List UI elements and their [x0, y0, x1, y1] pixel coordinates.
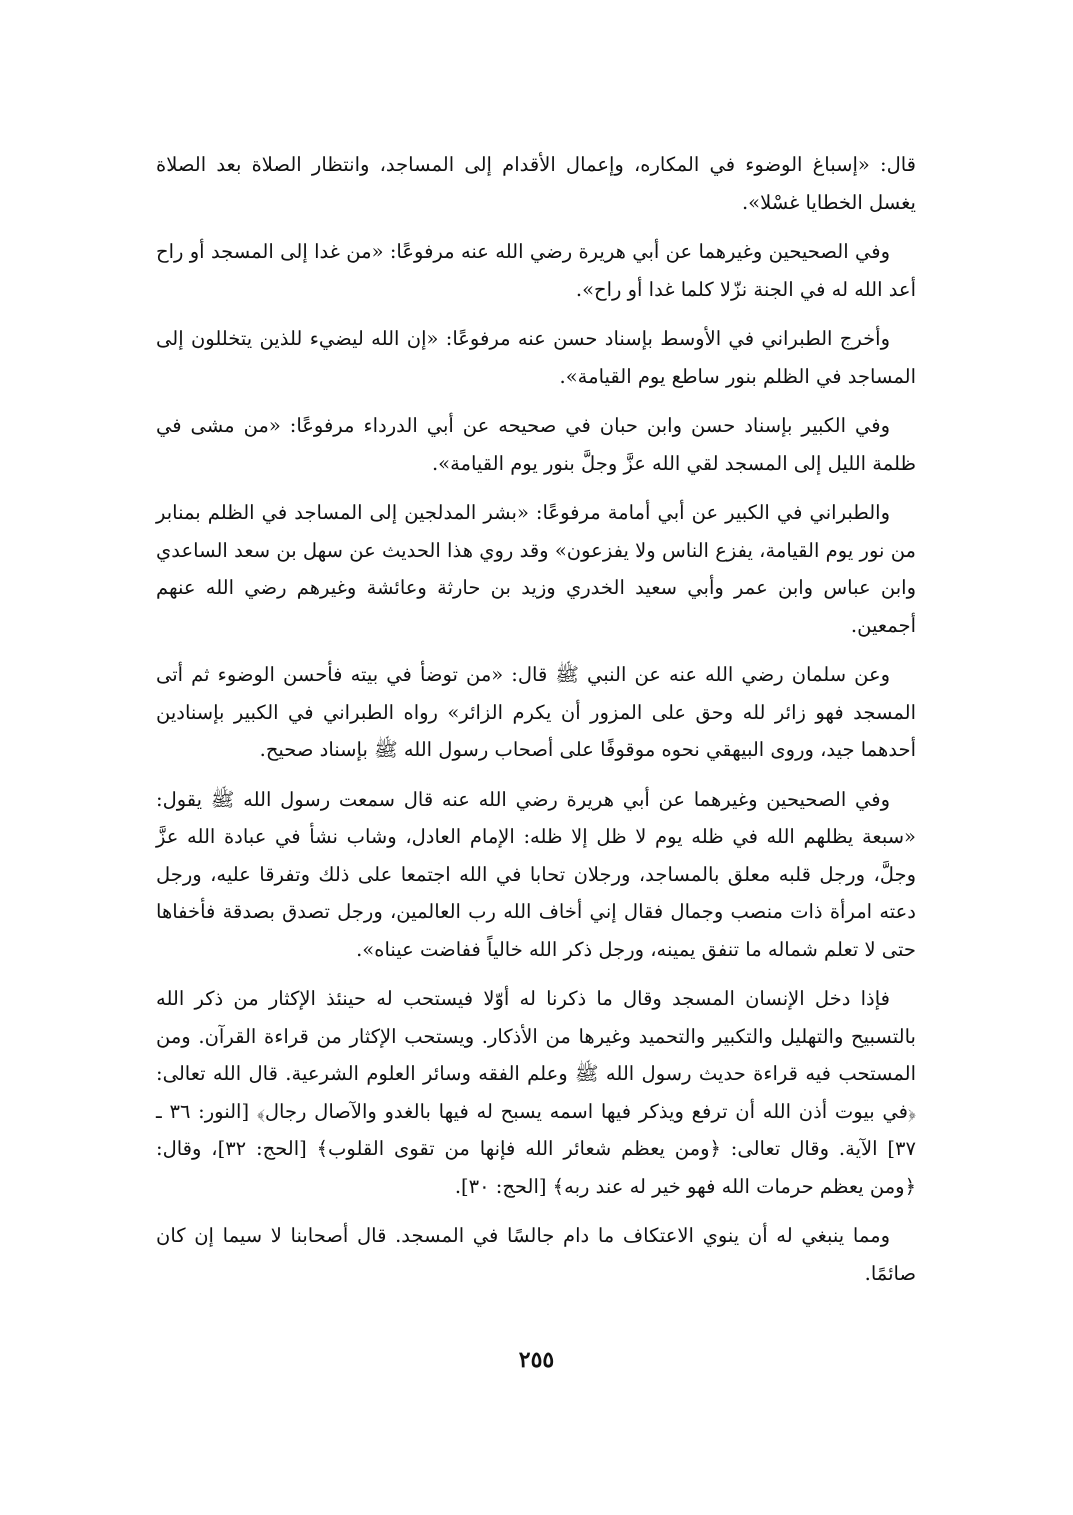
- paragraph-3: وأخرج الطبراني في الأوسط بإسناد حسن عنه مرفوعًا: «إن الله ليضيء للذين يتخللون إلى المساجد في الظلم بنور ساطع يوم القيامة».: [156, 327, 916, 388]
- paragraph-2: وفي الصحيحين وغيرهما عن أبي هريرة رضي الله عنه مرفوعًا: «من غدا إلى المسجد أو راح أعد الله له في الجنة نزّلا كلما غدا أو راح».: [156, 240, 916, 301]
- page-body-text: [156, 146, 916, 1304]
- paragraph-1: قال: «إسباغ الوضوء في المكاره، وإعمال الأقدام إلى المساجد، وانتظار الصلاة بعد الصلاة يغسل الخطايا غسْلا».: [156, 153, 916, 214]
- paragraph-4: وفي الكبير بإسناد حسن وابن حبان في صحيحه عن أبي الدرداء مرفوعًا: «من مشى في ظلمة الليل إلى المسجد لقي الله عزَّ وجلَّ بنور يوم القيامة».: [156, 414, 916, 475]
- paragraph-5: والطبراني في الكبير عن أبي أمامة مرفوعًا: «بشر المدلجين إلى المساجد في الظلم بمنابر من نور يوم القيامة، يفزع الناس ولا يفزعون» وقد روي هذا الحديث عن سهل بن سعد الساعدي وابن عباس وابن عمر وأبي سعيد الخدري وزيد بن حارثة وعائشة وغيرهم رضي الله عنهم أجمعين.: [156, 501, 916, 637]
- paragraph-9: ومما ينبغي له أن ينوي الاعتكاف ما دام جالسًا في المسجد. قال أصحابنا لا سيما إن كان صائمًا.: [156, 1224, 916, 1285]
- paragraph-8: فإذا دخل الإنسان المسجد وقال ما ذكرنا له أوّلا فيستحب له حينئذ الإكثار من ذكر الله بالتسبيح والتهليل والتكبير والتحميد وغيرها من الأذكار. ويستحب الإكثار من قراءة القرآن. ومن المستحب فيه قراءة حديث رسول الله ﷺ وعلم الفقه وسائر العلوم الشرعية. قال الله تعالى: ﴿في بيوت أذن الله أن ترفع ويذكر فيها اسمه يسبح له فيها بالغدو والآصال رجال﴾ [النور: ٣٦ ـ ٣٧] الآية. وقال تعالى: ﴿ومن يعظم شعائر الله فإنها من تقوى القلوب﴾ [الحج: ٣٢]، وقال: ﴿ومن يعظم حرمات الله فهو خير له عند ربه﴾ [الحج: ٣٠].: [156, 987, 916, 1198]
- page-number: ٢٥٥: [518, 1347, 555, 1373]
- paragraph-7: وفي الصحيحين وغيرهما عن أبي هريرة رضي الله عنه قال سمعت رسول الله ﷺ يقول: «سبعة يظلهم الله في ظله يوم لا ظل إلا ظله: الإمام العادل، وشاب نشأ في عبادة الله عزَّ وجلَّ، ورجل قلبه معلق بالمساجد، ورجلان تحابا في الله اجتمعا على ذلك وتفرقا عليه، ورجل دعته امرأة ذات منصب وجمال فقال إني أخاف الله رب العالمين، ورجل تصدق بصدقة فأخفاها حتى لا تعلم شماله ما تنفق يمينه، ورجل ذكر الله خالياً ففاضت عيناه».: [156, 787, 916, 961]
- paragraph-6: وعن سلمان رضي الله عنه عن النبي ﷺ قال: «من توضأ في بيته فأحسن الوضوء ثم أتى المسجد فهو زائر لله وحق على المزور أن يكرم الزائر» رواه الطبراني في الكبير بإسنادين أحدهما جيد، وروى البيهقي نحوه موقوفًا على أصحاب رسول الله ﷺ بإسناد صحيح.: [156, 663, 916, 761]
